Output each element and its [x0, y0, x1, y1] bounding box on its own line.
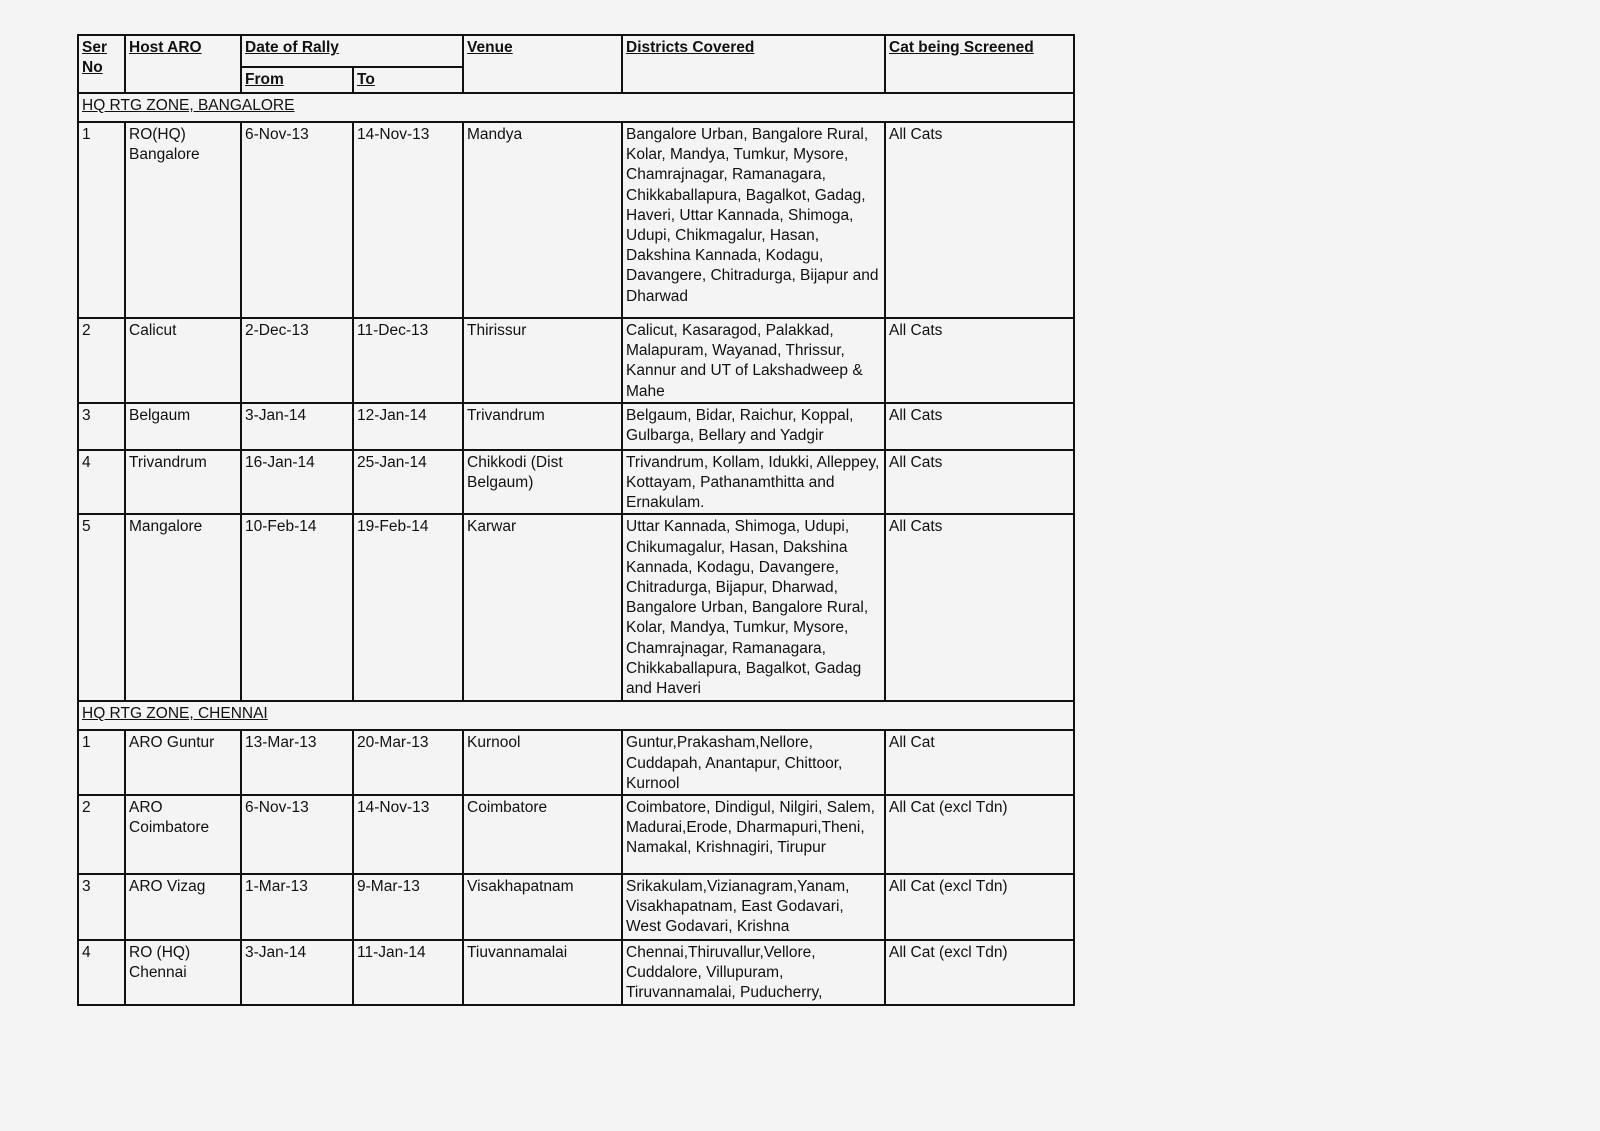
zone-heading-row: [78, 701, 1074, 730]
cell-ser-no: 5: [78, 514, 125, 701]
cell-date-from: 10-Feb-14: [241, 514, 353, 701]
cell-cat-screened: All Cat (excl Tdn): [885, 874, 1074, 940]
cell-venue: Visakhapatnam: [463, 874, 622, 940]
cell-date-to: 12-Jan-14: [353, 403, 463, 450]
cell-cat-screened: All Cats: [885, 318, 1074, 403]
table-row: [78, 795, 1074, 874]
cell-venue: Karwar: [463, 514, 622, 701]
cell-venue: Tiuvannamalai: [463, 940, 622, 1005]
table-header: [78, 35, 1074, 93]
table-row: [78, 450, 1074, 515]
header-host-aro: Host ARO: [125, 35, 241, 93]
cell-host-aro: Trivandrum: [125, 450, 241, 515]
cell-date-to: 11-Jan-14: [353, 940, 463, 1005]
header-districts-covered: Districts Covered: [622, 35, 885, 93]
cell-districts-covered: Calicut, Kasaragod, Palakkad, Malapuram, Wayanad, Thrissur, Kannur and UT of Lakshadweep & Mahe: [622, 318, 885, 403]
zone-title: HQ RTG ZONE, BANGALORE: [78, 93, 1074, 122]
cell-districts-covered: Srikakulam,Vizianagram,Yanam, Visakhapatnam, East Godavari, West Godavari, Krishna: [622, 874, 885, 940]
header-date-of-rally: Date of Rally: [241, 35, 463, 67]
table-row: [78, 874, 1074, 940]
cell-venue: Coimbatore: [463, 795, 622, 874]
cell-ser-no: 2: [78, 795, 125, 874]
cell-ser-no: 1: [78, 730, 125, 795]
cell-cat-screened: All Cats: [885, 403, 1074, 450]
cell-cat-screened: All Cat (excl Tdn): [885, 795, 1074, 874]
cell-host-aro: RO (HQ) Chennai: [125, 940, 241, 1005]
cell-ser-no: 3: [78, 403, 125, 450]
cell-date-from: 13-Mar-13: [241, 730, 353, 795]
header-to: To: [353, 67, 463, 93]
cell-date-to: 9-Mar-13: [353, 874, 463, 940]
rally-schedule-table: [77, 34, 1075, 1006]
cell-host-aro: ARO Coimbatore: [125, 795, 241, 874]
cell-date-from: 2-Dec-13: [241, 318, 353, 403]
cell-date-from: 3-Jan-14: [241, 403, 353, 450]
cell-date-from: 1-Mar-13: [241, 874, 353, 940]
cell-cat-screened: All Cats: [885, 514, 1074, 701]
cell-venue: Trivandrum: [463, 403, 622, 450]
cell-cat-screened: All Cats: [885, 122, 1074, 318]
cell-host-aro: Mangalore: [125, 514, 241, 701]
header-venue: Venue: [463, 35, 622, 93]
zone-heading-row: [78, 93, 1074, 122]
table-body: [78, 93, 1074, 1005]
cell-host-aro: ARO Guntur: [125, 730, 241, 795]
cell-host-aro: ARO Vizag: [125, 874, 241, 940]
cell-date-to: 11-Dec-13: [353, 318, 463, 403]
header-from: From: [241, 67, 353, 93]
cell-venue: Mandya: [463, 122, 622, 318]
cell-cat-screened: All Cat (excl Tdn): [885, 940, 1074, 1005]
cell-districts-covered: Trivandrum, Kollam, Idukki, Alleppey, Kottayam, Pathanamthitta and Ernakulam.: [622, 450, 885, 515]
cell-host-aro: Calicut: [125, 318, 241, 403]
cell-ser-no: 2: [78, 318, 125, 403]
cell-venue: Chikkodi (Dist Belgaum): [463, 450, 622, 515]
cell-districts-covered: Belgaum, Bidar, Raichur, Koppal, Gulbarga, Bellary and Yadgir: [622, 403, 885, 450]
cell-date-from: 6-Nov-13: [241, 122, 353, 318]
cell-date-to: 25-Jan-14: [353, 450, 463, 515]
cell-cat-screened: All Cat: [885, 730, 1074, 795]
cell-date-to: 20-Mar-13: [353, 730, 463, 795]
cell-venue: Kurnool: [463, 730, 622, 795]
table-row: [78, 940, 1074, 1005]
cell-date-to: 14-Nov-13: [353, 795, 463, 874]
cell-districts-covered: Chennai,Thiruvallur,Vellore, Cuddalore, Villupuram, Tiruvannamalai, Puducherry,: [622, 940, 885, 1005]
cell-ser-no: 4: [78, 450, 125, 515]
rally-schedule-sheet: [77, 34, 1073, 1006]
cell-date-to: 19-Feb-14: [353, 514, 463, 701]
cell-date-from: 16-Jan-14: [241, 450, 353, 515]
cell-date-to: 14-Nov-13: [353, 122, 463, 318]
cell-districts-covered: Uttar Kannada, Shimoga, Udupi, Chikumagalur, Hasan, Dakshina Kannada, Kodagu, Davangere, Chitradurga, Bijapur, Dharwad, Bangalore Urban, Bangalore Rural, Kolar, Mandya, Tumkur, Mysore, Chamrajnagar, Ramanagara, Chikkaballapura, Bagalkot, Gadag and Haveri: [622, 514, 885, 701]
cell-ser-no: 1: [78, 122, 125, 318]
cell-cat-screened: All Cats: [885, 450, 1074, 515]
table-row: [78, 318, 1074, 403]
cell-date-from: 6-Nov-13: [241, 795, 353, 874]
table-row: [78, 122, 1074, 318]
cell-districts-covered: Bangalore Urban, Bangalore Rural, Kolar, Mandya, Tumkur, Mysore, Chamrajnagar, Ramanagara, Chikkaballapura, Bagalkot, Gadag, Haveri, Uttar Kannada, Shimoga, Udupi, Chikmagalur, Hasan, Dakshina Kannada, Kodagu, Davangere, Chitradurga, Bijapur and Dharwad: [622, 122, 885, 318]
cell-host-aro: Belgaum: [125, 403, 241, 450]
table-row: [78, 514, 1074, 701]
header-ser-no: Ser No: [78, 35, 125, 93]
zone-title: HQ RTG ZONE, CHENNAI: [78, 701, 1074, 730]
cell-districts-covered: Coimbatore, Dindigul, Nilgiri, Salem, Madurai,Erode, Dharmapuri,Theni, Namakal, Krishnagiri, Tirupur: [622, 795, 885, 874]
cell-districts-covered: Guntur,Prakasham,Nellore, Cuddapah, Anantapur, Chittoor, Kurnool: [622, 730, 885, 795]
cell-host-aro: RO(HQ) Bangalore: [125, 122, 241, 318]
cell-venue: Thirissur: [463, 318, 622, 403]
cell-ser-no: 3: [78, 874, 125, 940]
cell-date-from: 3-Jan-14: [241, 940, 353, 1005]
table-row: [78, 730, 1074, 795]
cell-ser-no: 4: [78, 940, 125, 1005]
header-cat-being-screened: Cat being Screened: [885, 35, 1074, 93]
table-row: [78, 403, 1074, 450]
